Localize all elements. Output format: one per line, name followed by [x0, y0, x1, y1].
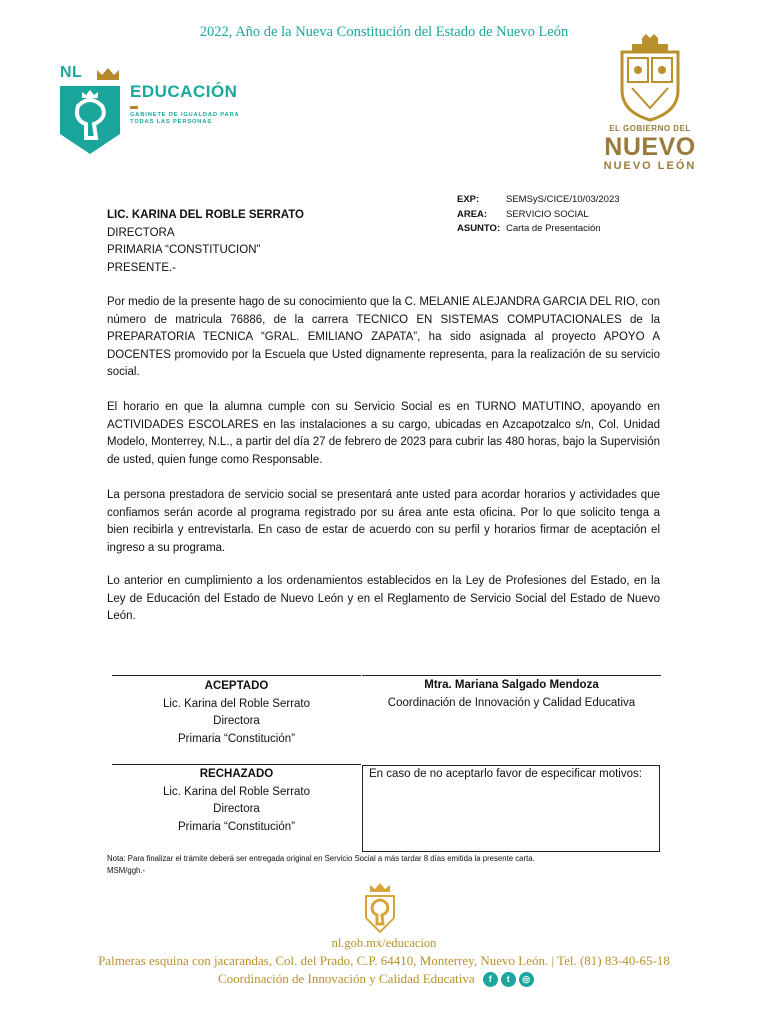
accepted-school: Primaria “Constitución” — [178, 732, 295, 745]
accepted-block — [112, 678, 361, 748]
coat-of-arms-icon — [592, 32, 708, 124]
footer-coordination-text: Coordinación de Innovación y Calidad Educativa — [218, 971, 475, 986]
recipient-name: LIC. KARINA DEL ROBLE SERRATO — [107, 209, 304, 221]
footer-url[interactable]: nl.gob.mx/educacion — [331, 936, 437, 950]
note-line-1: Nota: Para finalizar el trámite deberá ser entregada original en Servicio Social a más tardar 8 días emitida la presente carta. — [107, 854, 535, 863]
gobierno-nuevo-leon-logo — [592, 32, 712, 177]
rejected-block — [112, 766, 361, 836]
instagram-icon[interactable]: ◎ — [519, 972, 534, 987]
gold-bar — [130, 106, 138, 109]
footer-coordination — [218, 971, 534, 987]
asunto-label: ASUNTO: — [457, 223, 501, 234]
signature-line-right — [362, 675, 661, 676]
body-paragraph-4: Lo anterior en cumplimiento a los ordenamientos establecidos en la Ley de Profesiones del Estado, en la Ley de Educación del Estado de Nuevo León y en el Reglamento de Servicio Social del Estado de Nuevo León. — [107, 575, 660, 622]
recipient-role: DIRECTORA — [107, 226, 175, 239]
rejected-role: Directora — [213, 803, 260, 815]
twitter-icon[interactable]: t — [501, 972, 516, 987]
recipient-presente: PRESENTE.- — [107, 261, 177, 274]
note-initials: MSM/ggh.- — [107, 866, 146, 875]
rejected-line — [112, 764, 361, 765]
area-value: SERVICIO SOCIAL — [506, 208, 589, 220]
note-block — [107, 853, 535, 877]
exp-value: SEMSyS/CICE/10/03/2023 — [506, 194, 620, 205]
issuer-name: Mtra. Mariana Salgado Mendoza — [424, 679, 599, 691]
recipient-school: PRIMARIA “CONSTITUCION” — [107, 244, 261, 256]
crown-icon — [96, 67, 120, 81]
asunto-value: Carta de Presentación — [506, 223, 601, 234]
issuer-role: Coordinación de Innovación y Calidad Educativa — [387, 696, 636, 709]
accepted-name: Lic. Karina del Roble Serrato — [162, 697, 311, 710]
facebook-icon[interactable]: f — [483, 972, 498, 987]
nl-text: NL — [60, 64, 83, 81]
area-label: AREA: — [457, 208, 488, 220]
gobierno-line1: EL GOBIERNO DEL — [609, 124, 691, 133]
footer-address: Palmeras esquina con jacarandas, Col. del Prado, C.P. 64410, Monterrey, Nuevo León. | Tel. (81) 83-40-65-18 — [98, 953, 670, 968]
gobierno-line2: NUEVO — [604, 133, 696, 161]
body-paragraph-3: La persona prestadora de servicio social se presentará ante usted para acordar horarios y actividades que confiamos serán acorde al programa registrado por su área ante esta oficina. Por lo que solicito tenga a bien recibirla y entrevistarla. En caso de estar de acuerdo con su perfil y horarios firmar de aceptación el ingreso a su programa. — [107, 489, 660, 554]
body-paragraph-1: Por medio de la presente hago de su conocimiento que la C. MELANIE ALEJANDRA GARCIA DEL RIO, con número de matricula 76886, de la carrera TECNICO EN SISTEMAS COMPUTACIONALES de la PREPARATORIA TECNICA “GRAL. EMILIANO ZAPATA”, ha sido asignada al proyecto APOYO A DOCENTES promovido por la Escuela que Usted dignamente representa, para la realización de su servicio social. — [107, 296, 660, 378]
exp-label: EXP: — [457, 194, 480, 205]
educacion-word: EDUCACIÓN — [130, 82, 238, 101]
body-paragraph-2: El horario en que la alumna cumple con su Servicio Social es en TURNO MATUTINO, apoyando en ACTIVIDADES ESCOLARES en las instalaciones a su cargo, ubicadas en Azcapotzalco s/n, Col. Unidad Modelo, Monterrey, N.L., a partir del día 27 de febrero de 2023 para cubrir las 480 horas, bajo la Supervisión de usted, quien funge como Responsable. — [107, 401, 660, 466]
header-title: 2022, Año de la Nueva Constitución del Estado de Nuevo León — [199, 24, 569, 40]
file-reference-block — [457, 193, 620, 237]
gabinete-text: GABINETE DE IGUALDAD PARA TODAS LAS PERSONAS — [130, 112, 240, 125]
accepted-title: ACEPTADO — [204, 680, 269, 692]
footer-emblem-icon — [360, 882, 400, 934]
social-icons — [483, 972, 534, 987]
rejected-school: Primaria “Constitución” — [178, 820, 295, 833]
nl-educacion-logo — [58, 64, 258, 164]
reject-reason-label: En caso de no aceptarlo favor de especificar motivos: — [369, 768, 642, 780]
signature-line-left — [112, 675, 361, 676]
accepted-role: Directora — [213, 715, 260, 727]
rejected-name: Lic. Karina del Roble Serrato — [162, 785, 311, 798]
rejected-title: RECHAZADO — [199, 768, 274, 780]
recipient-block — [107, 207, 304, 277]
gobierno-line3: NUEVO LEÓN — [603, 160, 697, 172]
shield-icon — [58, 84, 122, 156]
issuer-block — [362, 677, 661, 712]
